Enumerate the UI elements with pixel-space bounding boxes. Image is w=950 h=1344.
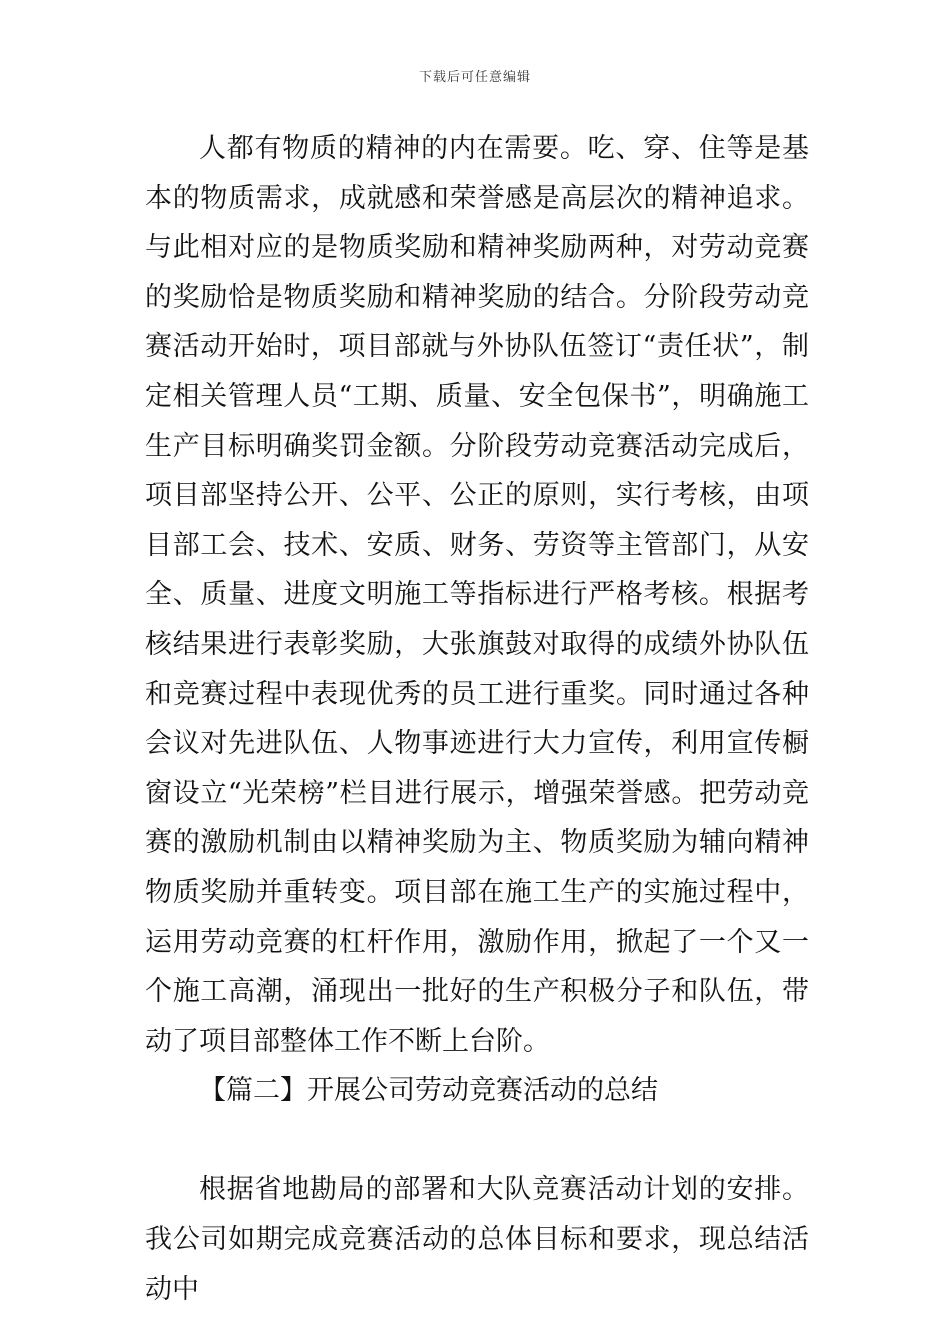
page-header-note: 下载后可任意编辑 [418,70,531,85]
body-paragraph-1: 人都有物质的精神的内在需要。吃、穿、住等是基本的物质需求，成就感和荣誉感是高层次的精神追求。与此相对应的是物质奖励和精神奖励两种，对劳动竞赛的奖励恰是物质奖励和精神奖励的结合。分阶段劳动竞赛活动开始时，项目部就与外协队伍签订“责任状”，制定相关管理人员“工期、质量、安全包保书”，明确施工生产目标明确奖罚金额。分阶段劳动竞赛活动完成后，项目部坚持公开、公平、公正的原则，实行考核，由项目部工会、技术、安质、财务、劳资等主管部门，从安全、质量、进度文明施工等指标进行严格考核。根据考核结果进行表彰奖励，大张旗鼓对取得的成绩外协队伍和竞赛过程中表现优秀的员工进行重奖。同时通过各种会议对先进队伍、人物事迹进行大力宣传，利用宣传橱窗设立“光荣榜”栏目进行展示，增强荣誉感。把劳动竞赛的激励机制由以精神奖励为主、物质奖励为辅向精神物质奖励并重转变。项目部在施工生产的实施过程中，运用劳动竞赛的杠杆作用，激励作用，掀起了一个又一个施工高潮，涌现出一批好的生产积极分子和队伍，带动了项目部整体工作不断上台阶。 [145,133,809,1057]
blank-line [145,1116,809,1166]
section-heading: 【篇二】开展公司劳动竞赛活动的总结 [199,1075,658,1107]
body-paragraph-2: 根据省地勘局的部署和大队竞赛活动计划的安排。我公司如期完成竞赛活动的总体目标和要求，现总结活动中 [145,1174,809,1305]
document-body [145,124,809,1314]
